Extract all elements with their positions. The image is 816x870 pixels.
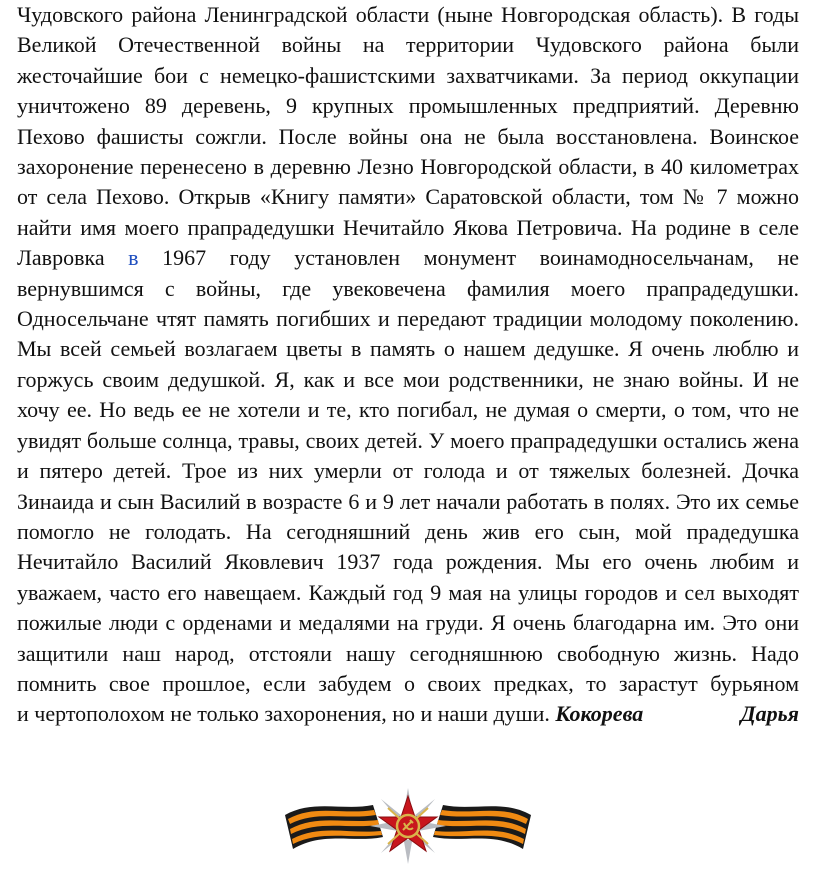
ribbon-right — [433, 805, 531, 849]
body-paragraph — [17, 0, 799, 730]
text-line-11: Односельчане чтят память погибших и передают традиции молодому — [17, 306, 683, 332]
text-line-18: полях. Это их семье помогло не голодать. На сегодняшний день жив его сын, мой — [17, 488, 799, 544]
text-line-7: километрах от села Пехово. Открыв «Книгу памяти» Саратовской области, том — [17, 154, 800, 210]
author-first-name: Дарья — [740, 701, 799, 727]
text-line-24-text: и чертополохом не только захоронения, но и наши души. — [17, 701, 550, 727]
text-line-13: люблю и горжусь своим дедушкой. Я, как и все мои родственники, не знаю — [17, 336, 800, 392]
text-line-3: жесточайшие бои с немецко-фашистскими захватчиками. За период оккупации — [17, 62, 799, 88]
order-patriotic-war-icon — [370, 788, 446, 864]
text-line-12: поколению. Мы всей семьей возлагаем цветы в память о нашем дедушке. Я очень — [17, 306, 799, 362]
text-line-17: болезней. Дочка Зинаида и сын Василий в возрасте 6 и 9 лет начали работать в — [17, 458, 800, 514]
text-line-5: Пехово фашисты сожгли. После войны она не была восстановлена. Воинское — [17, 123, 799, 149]
text-line-22: Это они защитили наш народ, отстояли нашу сегодняшнюю свободную жизнь. — [17, 610, 799, 666]
text-line-4: уничтожено 89 деревень, 9 крупных промышленных предприятий. Деревню — [17, 93, 799, 119]
text-line-10: не вернувшимся с войны, где увековечена фамилия моего прапрадедушки. — [17, 245, 799, 301]
victory-emblem — [283, 785, 533, 867]
text-line-21: выходят пожилые люди с орденами и медалями на груди. Я очень благодарна им. — [17, 579, 800, 636]
text-line-8: № 7 можно найти имя моего прапрадедушки Нечитайло Якова Петровича. На — [17, 184, 799, 240]
text-line-23: Надо помнить свое прошлое, если забудем о своих предках, то зарастут бурьяном — [17, 640, 800, 696]
text-line-9-start: родине в селе Лавровка — [17, 214, 799, 271]
text-line-9-blue-word: в — [128, 245, 139, 271]
text-line-2: годы Великой Отечественной войны на территории Чудовского района были — [17, 2, 800, 58]
text-line-19: прадедушка Нечитайло Василий Яковлевич 1937 года рождения. Мы его очень — [17, 518, 799, 575]
st-george-ribbon-icon — [283, 785, 533, 867]
text-line-20: любим и уважаем, часто его навещаем. Каждый год 9 мая на улицы городов и сел — [17, 549, 800, 605]
text-line-14: войны. И не хочу ее. Но ведь ее не хотели и те, кто погибал, не думая о смерти, — [17, 366, 799, 423]
author-last-name: Кокорева — [555, 701, 644, 727]
ribbon-left — [285, 805, 383, 849]
text-line-6: захоронение перенесено в деревню Лезно Новгородской области, в 40 — [17, 154, 684, 180]
text-line-16: остались жена и пятеро детей. Трое из них умерли от голода и от тяжелых — [17, 427, 800, 484]
document-page — [17, 0, 799, 730]
text-line-15: о том, что не увидят больше солнца, травы, своих детей. У моего прапрадедушки — [17, 397, 799, 453]
text-line-9-end: 1967 году установлен монумент воинамодносельчанам, — [138, 245, 754, 271]
text-line-1: Чудовского района Ленинградской области (ныне Новгородская область). В — [17, 2, 746, 27]
